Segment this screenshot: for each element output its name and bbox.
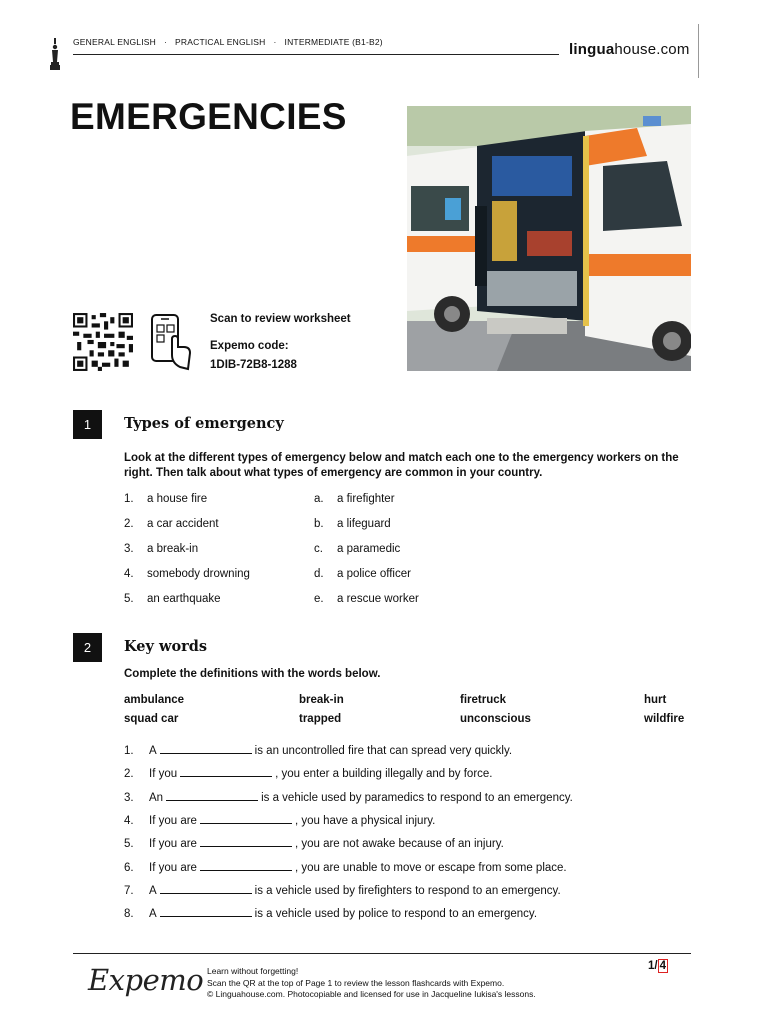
definition-before: An <box>149 792 164 804</box>
definition-after: , you are not awake because of an injury. <box>294 838 504 850</box>
word-bank-item: unconscious <box>460 713 531 725</box>
item-number: 3. <box>124 792 134 804</box>
definition-before: If you <box>149 768 178 780</box>
section-title: Types of emergency <box>124 415 284 432</box>
item-number: 1. <box>124 745 134 757</box>
footer-text <box>207 966 536 1001</box>
footer-divider <box>73 953 691 954</box>
footer-line: Learn without forgetting! <box>207 966 299 976</box>
item-text: a rescue worker <box>337 593 419 605</box>
section-instruction: Complete the definitions with the words below. <box>124 668 381 680</box>
item-number: 6. <box>124 862 134 874</box>
item-number: 3. <box>124 543 134 555</box>
item-text: a firefighter <box>337 493 395 505</box>
page-number: 1/ 4 <box>648 960 667 972</box>
definition-item <box>124 744 512 757</box>
definition-after: is a vehicle used by police to respond to an emergency. <box>254 908 538 920</box>
breadcrumb-separator: · <box>164 37 168 47</box>
match-item-right <box>314 568 411 580</box>
word-bank-item: break-in <box>299 694 344 706</box>
expemo-code-label: Expemo code: <box>210 340 289 352</box>
brand-logo-bold: lingua <box>569 41 615 58</box>
word-bank-item: squad car <box>124 713 179 725</box>
item-number: 2. <box>124 768 134 780</box>
word-bank-item: ambulance <box>124 694 185 706</box>
item-text: a paramedic <box>337 543 401 555</box>
answer-blank[interactable] <box>200 837 292 847</box>
answer-blank[interactable] <box>180 767 272 777</box>
phone-scan-icon <box>150 313 192 371</box>
item-letter: a. <box>314 493 324 505</box>
definition-item <box>124 884 561 897</box>
breadcrumb-item: GENERAL ENGLISH <box>73 37 156 47</box>
section-instruction: Look at the different types of emergency below and match each one to the emergency workers on the right. Then talk about what types of emergency are common in your country. <box>124 452 679 479</box>
answer-blank[interactable] <box>200 861 292 871</box>
match-item-left <box>124 593 221 605</box>
breadcrumb-item: PRACTICAL ENGLISH <box>175 37 266 47</box>
statue-of-liberty-icon <box>48 38 62 70</box>
item-number: 2. <box>124 518 134 530</box>
definition-item <box>124 791 573 804</box>
definition-after: , you enter a building illegally and by force. <box>275 768 493 780</box>
breadcrumb-separator: · <box>273 37 277 47</box>
definition-before: A <box>149 885 157 897</box>
definition-before: If you are <box>149 838 197 850</box>
footer-line: © Linguahouse.com. Photocopiable and licensed for use in Jacqueline Iukisa's lessons. <box>207 989 536 999</box>
brand-logo <box>569 41 690 58</box>
item-text: a lifeguard <box>337 518 391 530</box>
word-bank-item: firetruck <box>460 694 507 706</box>
answer-blank[interactable] <box>166 791 258 801</box>
item-number: 4. <box>124 568 134 580</box>
page-title: EMERGENCIES <box>70 96 347 137</box>
definition-item <box>124 814 435 827</box>
match-item-left <box>124 518 219 530</box>
expemo-logo: Expemo <box>88 963 204 997</box>
definition-after: , you are unable to move or escape from some place. <box>294 862 567 874</box>
definition-after: is a vehicle used by firefighters to respond to an emergency. <box>254 885 561 897</box>
match-item-left <box>124 568 250 580</box>
page-current: 1 <box>648 960 655 972</box>
page-total[interactable]: 4 <box>659 960 667 972</box>
qr-code-icon <box>73 313 133 371</box>
section-number: 2 <box>73 633 102 662</box>
answer-blank[interactable] <box>160 907 252 917</box>
answer-blank[interactable] <box>160 884 252 894</box>
section-title: Key words <box>124 638 208 655</box>
definition-after: , you have a physical injury. <box>294 815 436 827</box>
match-item-right <box>314 543 400 555</box>
item-letter: b. <box>314 518 324 530</box>
ambulance-photo <box>407 106 691 371</box>
item-text: a car accident <box>147 518 219 530</box>
expemo-code-value: 1DIB-72B8-1288 <box>210 359 297 371</box>
item-number: 4. <box>124 815 134 827</box>
item-text: a police officer <box>337 568 411 580</box>
definition-item <box>124 907 537 920</box>
header-vertical-divider <box>698 24 699 78</box>
match-item-right <box>314 493 395 505</box>
item-letter: e. <box>314 593 324 605</box>
item-number: 7. <box>124 885 134 897</box>
item-letter: d. <box>314 568 324 580</box>
brand-logo-rest: house.com <box>614 41 690 58</box>
match-item-left <box>124 493 207 505</box>
item-text: a break-in <box>147 543 199 555</box>
item-number: 5. <box>124 838 134 850</box>
definition-after: is an uncontrolled fire that can spread very quickly. <box>254 745 513 757</box>
definition-after: is a vehicle used by paramedics to respond to an emergency. <box>261 792 573 804</box>
footer-line: Scan the QR at the top of Page 1 to review the lesson flashcards with Expemo. <box>207 977 505 988</box>
match-item-right <box>314 593 419 605</box>
answer-blank[interactable] <box>200 814 292 824</box>
breadcrumb <box>73 37 383 47</box>
definition-before: A <box>149 745 157 757</box>
item-number: 8. <box>124 908 134 920</box>
item-text: a house fire <box>147 493 208 505</box>
match-item-left <box>124 543 198 555</box>
answer-blank[interactable] <box>160 744 252 754</box>
breadcrumb-item: INTERMEDIATE (B1-B2) <box>284 37 383 47</box>
definition-item <box>124 861 567 874</box>
definition-item <box>124 837 504 850</box>
definition-before: If you are <box>149 815 197 827</box>
match-item-right <box>314 518 391 530</box>
definition-before: If you are <box>149 862 197 874</box>
definition-item <box>124 767 493 780</box>
section-number: 1 <box>73 410 102 439</box>
item-number: 1. <box>124 493 134 505</box>
word-bank-item: wildfire <box>644 713 685 725</box>
definition-before: A <box>149 908 157 920</box>
item-number: 5. <box>124 593 134 605</box>
word-bank-item: hurt <box>644 694 667 706</box>
item-text: somebody drowning <box>147 568 250 580</box>
header-divider <box>73 54 559 55</box>
word-bank-item: trapped <box>299 713 342 725</box>
scan-label: Scan to review worksheet <box>210 313 351 325</box>
item-letter: c. <box>314 543 323 555</box>
item-text: an earthquake <box>147 593 221 605</box>
